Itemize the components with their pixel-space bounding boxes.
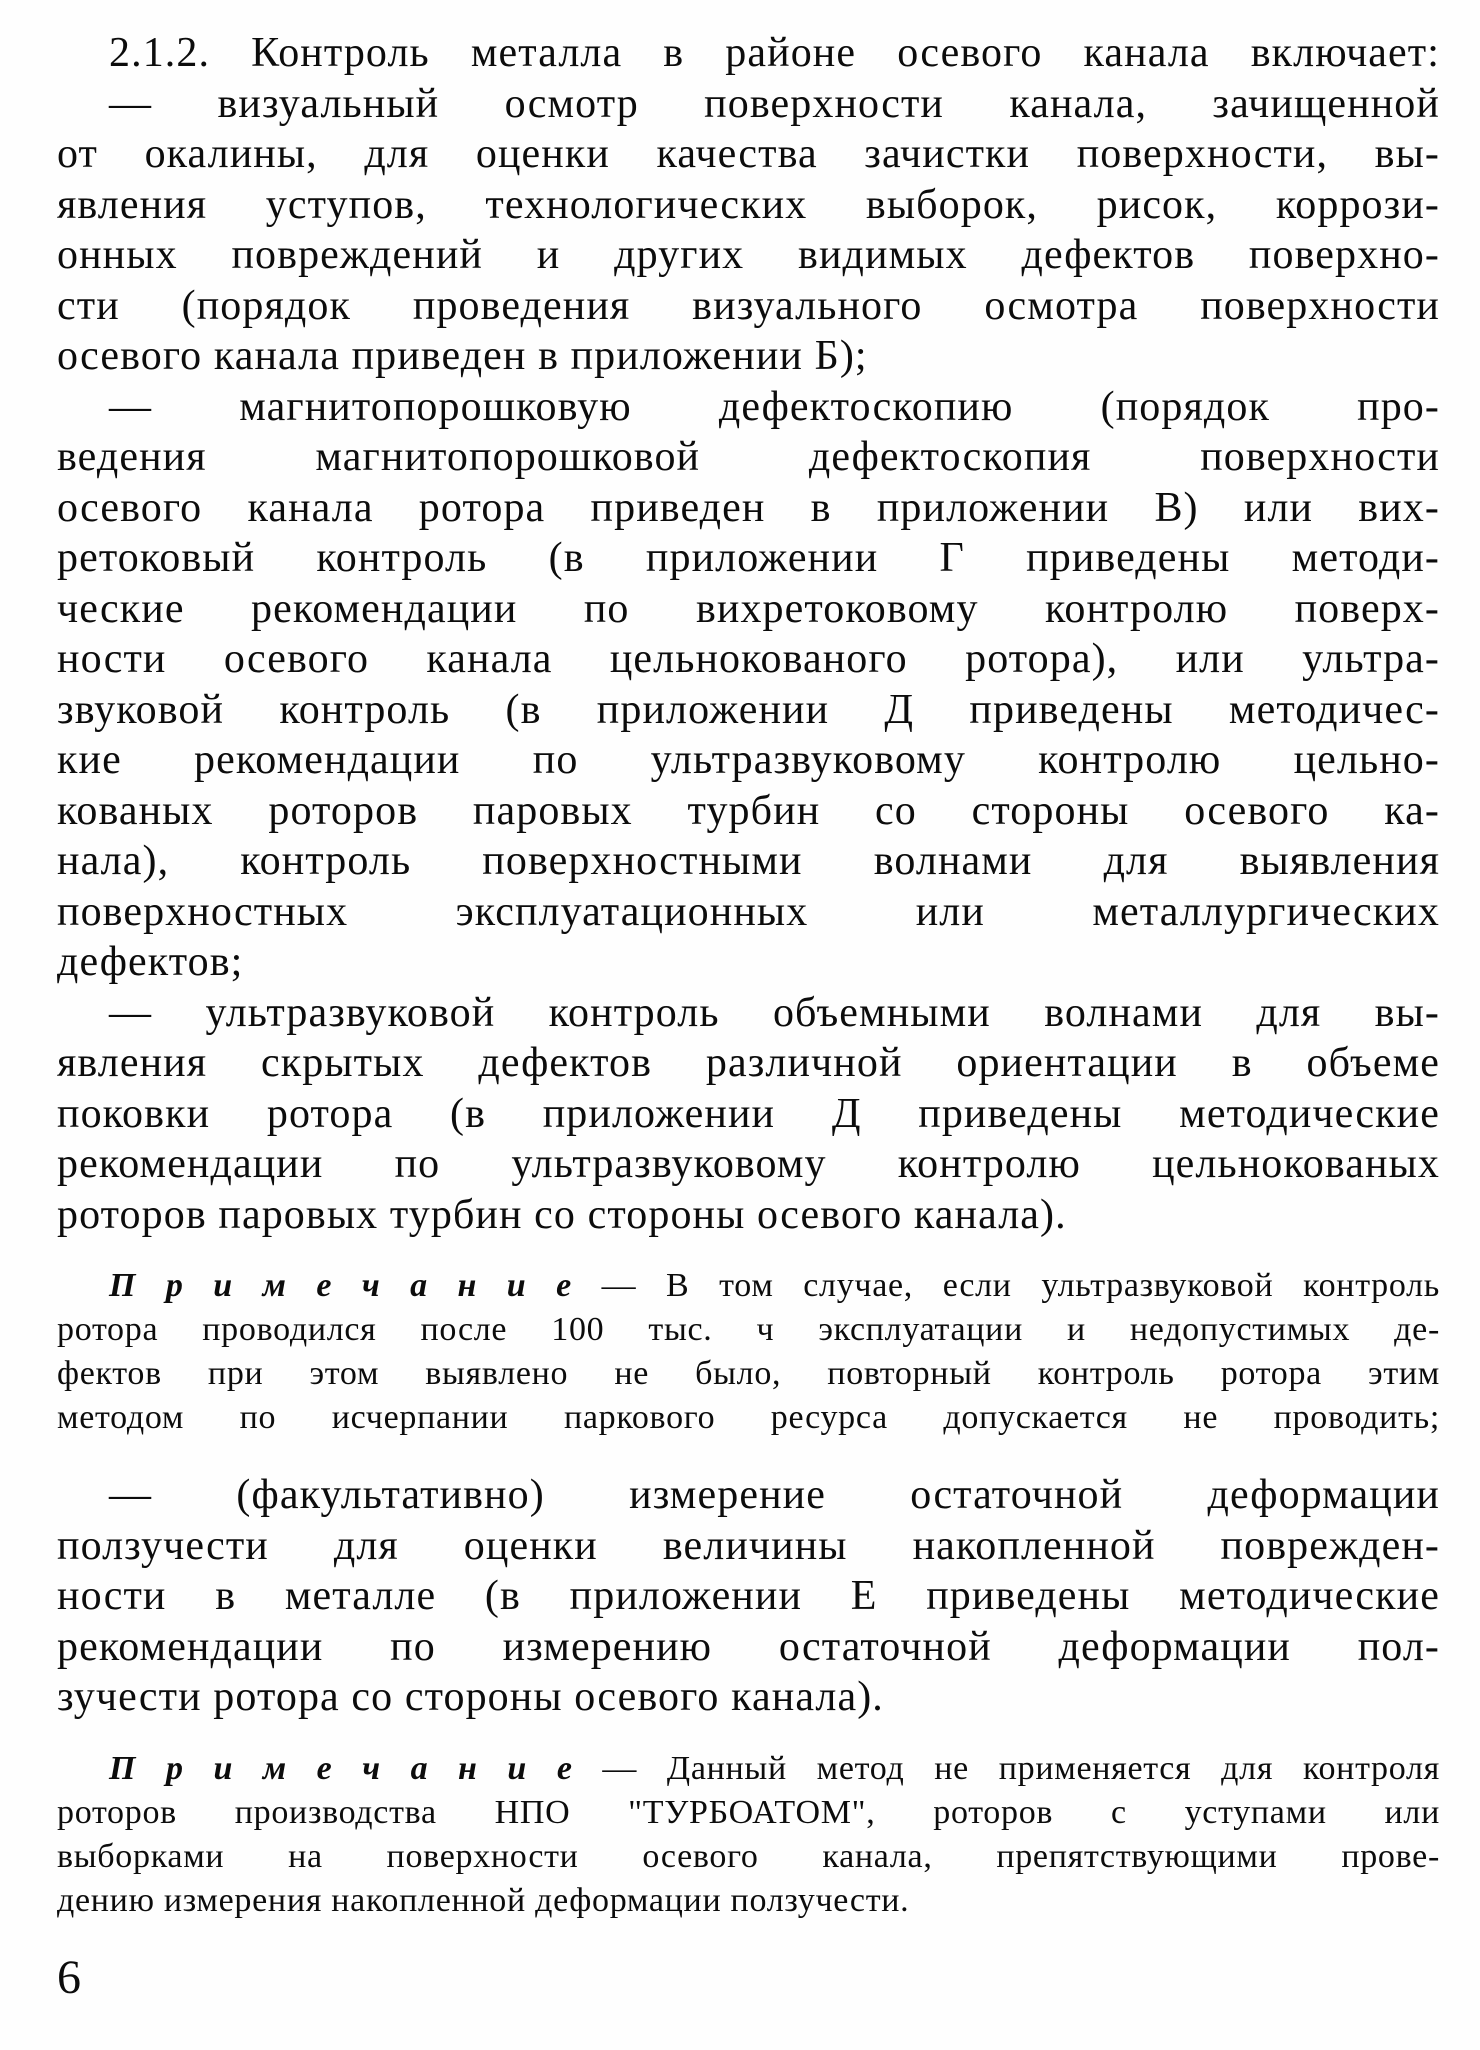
- text-line: — магнитопорошковую дефектоскопию (порядок про-: [109, 383, 1440, 430]
- text-line: — визуальный осмотр поверхности канала, зачищенной: [109, 80, 1440, 127]
- text-line: нала), контроль поверхностными волнами для выявления: [57, 838, 1440, 884]
- text-line: ведения магнитопорошковой дефектоскопия поверхности: [57, 434, 1440, 480]
- text-line: выборками на поверхности осевого канала, препятствующими прове-: [57, 1837, 1440, 1875]
- text-line: осевого канала ротора приведен в приложении В) или вих-: [57, 484, 1440, 531]
- text-line: поверхностных эксплуатационных или металлургических: [57, 888, 1440, 935]
- text-line: кие рекомендации по ультразвуковому контролю цельно-: [57, 737, 1440, 783]
- text-line: дению измерения накопленной деформации ползучести.: [57, 1881, 910, 1919]
- text-line: кованых роторов паровых турбин со стороны осевого ка-: [57, 787, 1440, 834]
- text-line: от окалины, для оценки качества зачистки поверхности, вы-: [57, 131, 1440, 177]
- body-paragraph: [57, 79, 1440, 382]
- text-line: онных повреждений и других видимых дефектов поверхно-: [57, 232, 1440, 278]
- text-line: ности осевого канала цельнокованого ротора), или ультра-: [57, 636, 1440, 682]
- text-line: 2.1.2. Контроль металла в районе осевого канала включает:: [109, 30, 1440, 76]
- text-line: сти (порядок проведения визуального осмотра поверхности: [57, 282, 1440, 329]
- text-line: звуковой контроль (в приложении Д приведены методичес-: [57, 686, 1440, 733]
- text-line: методом по исчерпании паркового ресурса допускается не проводить;: [57, 1399, 1440, 1436]
- note-label: П р и м е ч а н и е: [109, 1749, 573, 1787]
- text-line: рекомендации по измерению остаточной деформации пол-: [57, 1623, 1440, 1670]
- note-paragraph: [57, 1747, 1440, 1923]
- text-line: фектов при этом выявлено не было, повторный контроль ротора этим: [57, 1355, 1440, 1392]
- text-line: — (факультативно) измерение остаточной деформации: [109, 1472, 1440, 1518]
- text-line: — ультразвуковой контроль объемными волнами для вы-: [109, 989, 1440, 1036]
- text-line: ретоковый контроль (в приложении Г приведены методи-: [57, 535, 1440, 581]
- text-line: рекомендации по ультразвуковому контролю цельнокованых: [57, 1141, 1440, 1187]
- text-line: зучести ротора со стороны осевого канала).: [57, 1674, 884, 1720]
- text-line: ческие рекомендации по вихретоковому контролю поверх-: [57, 585, 1440, 632]
- text-line: П р и м е ч а н и е — В том случае, если ультразвуковой контроль: [109, 1267, 1440, 1304]
- text-line: роторов производства НПО "ТУРБОАТОМ", роторов с уступами или: [57, 1793, 1440, 1831]
- text-line: роторов паровых турбин со стороны осевого канала).: [57, 1191, 1067, 1238]
- body-paragraph: [57, 382, 1440, 988]
- body-paragraph: [57, 28, 1440, 79]
- body-paragraph: [57, 988, 1440, 1241]
- body-paragraph: [57, 1470, 1440, 1723]
- text-line: П р и м е ч а н и е — Данный метод не применяется для контроля: [109, 1749, 1440, 1787]
- page-number: 6: [57, 1951, 81, 2004]
- note-paragraph: [57, 1264, 1440, 1440]
- text-line: ности в металле (в приложении Е приведены методические: [57, 1573, 1440, 1619]
- text-line: осевого канала приведен в приложении Б);: [57, 333, 868, 379]
- text-line: явления скрытых дефектов различной ориентации в объеме: [57, 1040, 1440, 1086]
- note-label: П р и м е ч а н и е: [109, 1267, 572, 1304]
- text-body: [57, 28, 1440, 1923]
- text-line: явления уступов, технологических выборок, рисок, коррози-: [57, 181, 1440, 228]
- text-line: ротора проводился после 100 тыс. ч эксплуатации и недопустимых де-: [57, 1311, 1440, 1348]
- text-line: поковки ротора (в приложении Д приведены методические: [57, 1090, 1440, 1137]
- text-line: ползучести для оценки величины накопленной поврежден-: [57, 1522, 1440, 1569]
- text-line: дефектов;: [57, 939, 244, 985]
